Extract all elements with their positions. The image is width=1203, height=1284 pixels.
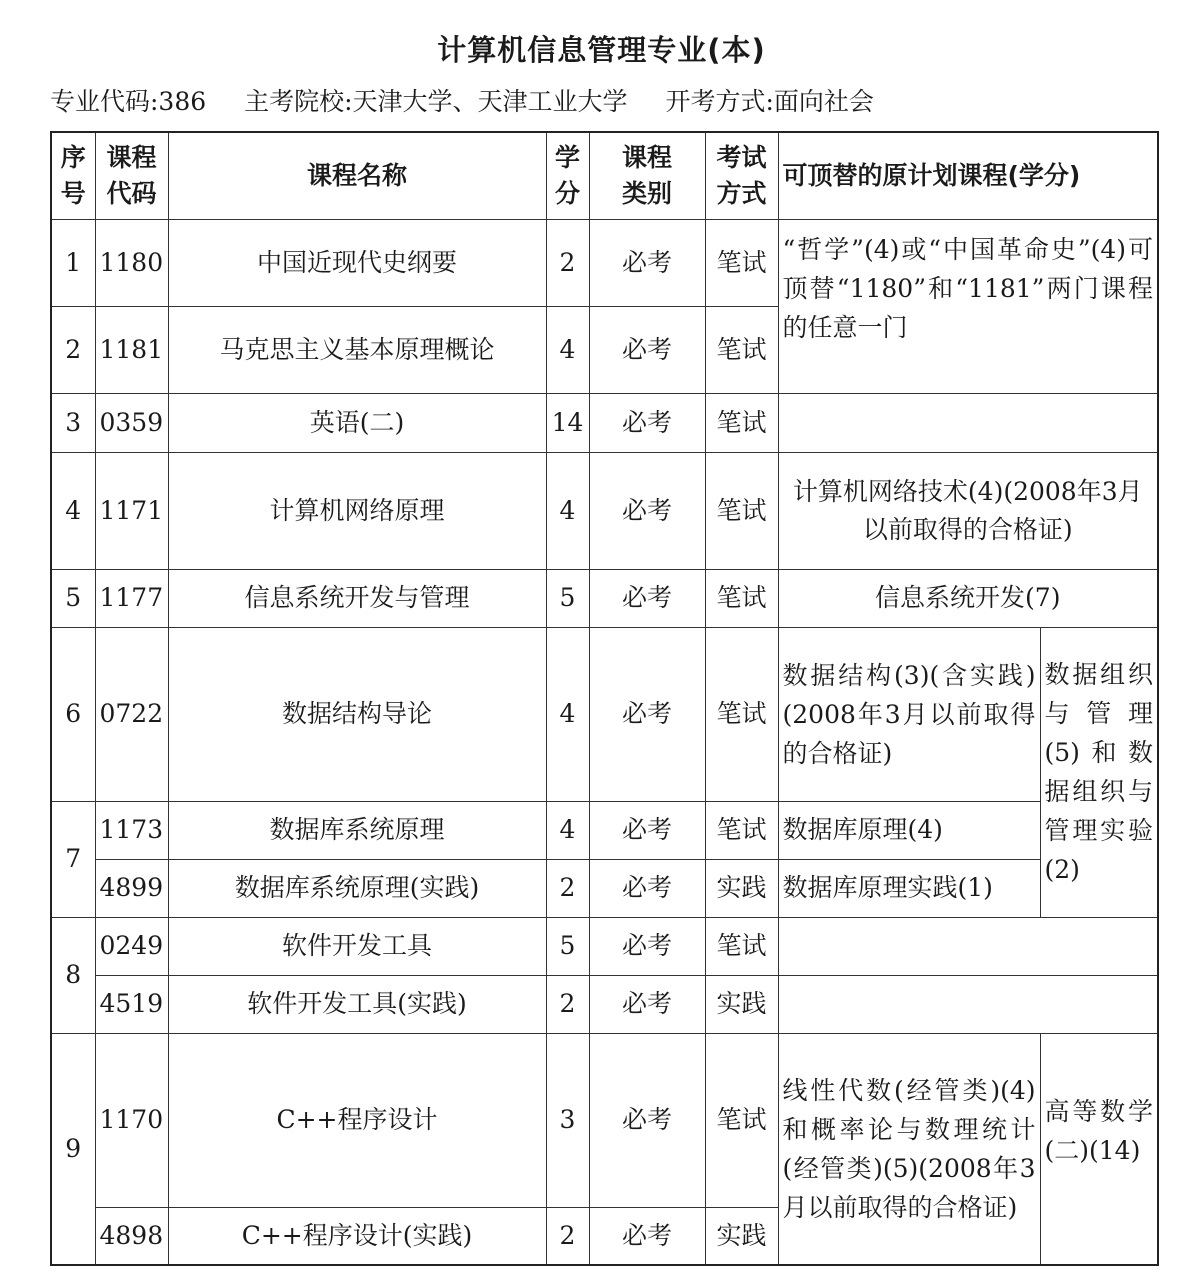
header-type: 课程 类别 xyxy=(589,132,705,219)
cell-seq: 5 xyxy=(51,569,95,627)
table-row xyxy=(51,975,1158,1033)
cell-exam: 笔试 xyxy=(705,917,778,975)
table-row xyxy=(51,801,1158,859)
cell-credit: 5 xyxy=(546,917,589,975)
table-row xyxy=(51,1033,1158,1207)
cell-type: 必考 xyxy=(589,219,705,306)
header-code: 课程 代码 xyxy=(95,132,168,219)
cell-type: 必考 xyxy=(589,801,705,859)
cell-name: 英语(二) xyxy=(168,393,546,452)
cell-replace: 数据库原理实践(1) xyxy=(778,859,1040,917)
cell-code: 1181 xyxy=(95,306,168,393)
cell-exam: 实践 xyxy=(705,1207,778,1265)
cell-code: 0359 xyxy=(95,393,168,452)
cell-credit: 2 xyxy=(546,859,589,917)
cell-replace: 计算机网络技术(4)(2008年3月以前取得的合格证) xyxy=(778,452,1158,569)
cell-replace-empty xyxy=(778,393,1158,452)
cell-replace: 线性代数(经管类)(4)和概率论与数理统计(经管类)(5)(2008年3月以前取得的合格证) xyxy=(778,1033,1040,1265)
header-credit: 学 分 xyxy=(546,132,589,219)
cell-seq: 8 xyxy=(51,917,95,1033)
header-name: 课程名称 xyxy=(168,132,546,219)
cell-seq: 9 xyxy=(51,1033,95,1265)
table-row xyxy=(51,393,1158,452)
cell-name: 中国近现代史纲要 xyxy=(168,219,546,306)
cell-exam: 笔试 xyxy=(705,452,778,569)
table-row xyxy=(51,569,1158,627)
cell-exam: 笔试 xyxy=(705,1033,778,1207)
cell-exam: 笔试 xyxy=(705,219,778,306)
cell-name: 计算机网络原理 xyxy=(168,452,546,569)
cell-credit: 4 xyxy=(546,452,589,569)
cell-seq: 2 xyxy=(51,306,95,393)
cell-replace-empty xyxy=(778,917,1158,975)
cell-code: 1170 xyxy=(95,1033,168,1207)
cell-exam: 笔试 xyxy=(705,801,778,859)
cell-code: 0722 xyxy=(95,627,168,801)
cell-name: 信息系统开发与管理 xyxy=(168,569,546,627)
cell-name: C++程序设计(实践) xyxy=(168,1207,546,1265)
cell-exam: 笔试 xyxy=(705,393,778,452)
header-seq: 序 号 xyxy=(51,132,95,219)
cell-exam: 笔试 xyxy=(705,306,778,393)
cell-name: 马克思主义基本原理概论 xyxy=(168,306,546,393)
table-row xyxy=(51,452,1158,569)
major-code: 专业代码:386 xyxy=(50,87,207,116)
header-exam: 考试 方式 xyxy=(705,132,778,219)
cell-credit: 2 xyxy=(546,1207,589,1265)
cell-name: 数据库系统原理 xyxy=(168,801,546,859)
cell-code: 4898 xyxy=(95,1207,168,1265)
cell-code: 1177 xyxy=(95,569,168,627)
cell-name: 数据库系统原理(实践) xyxy=(168,859,546,917)
major-info xyxy=(50,82,904,118)
exam-mode: 开考方式:面向社会 xyxy=(665,87,874,116)
cell-type: 必考 xyxy=(589,859,705,917)
cell-replace: 信息系统开发(7) xyxy=(778,569,1158,627)
cell-code: 4519 xyxy=(95,975,168,1033)
cell-seq: 3 xyxy=(51,393,95,452)
cell-credit: 2 xyxy=(546,975,589,1033)
header-replace: 可顶替的原计划课程(学分) xyxy=(778,132,1158,219)
cell-name: 软件开发工具(实践) xyxy=(168,975,546,1033)
course-table xyxy=(50,131,1159,1266)
cell-replace-empty xyxy=(778,975,1158,1033)
cell-name: C++程序设计 xyxy=(168,1033,546,1207)
cell-type: 必考 xyxy=(589,627,705,801)
table-row xyxy=(51,859,1158,917)
cell-type: 必考 xyxy=(589,393,705,452)
cell-credit: 4 xyxy=(546,627,589,801)
cell-type: 必考 xyxy=(589,452,705,569)
cell-seq: 4 xyxy=(51,452,95,569)
cell-name: 软件开发工具 xyxy=(168,917,546,975)
cell-code: 4899 xyxy=(95,859,168,917)
cell-credit: 2 xyxy=(546,219,589,306)
cell-type: 必考 xyxy=(589,569,705,627)
cell-seq: 6 xyxy=(51,627,95,801)
cell-credit: 14 xyxy=(546,393,589,452)
cell-type: 必考 xyxy=(589,917,705,975)
cell-exam: 笔试 xyxy=(705,569,778,627)
cell-code: 1180 xyxy=(95,219,168,306)
cell-exam: 笔试 xyxy=(705,627,778,801)
table-row xyxy=(51,917,1158,975)
cell-code: 1171 xyxy=(95,452,168,569)
page-title: 计算机信息管理专业(本) xyxy=(437,33,766,67)
cell-credit: 5 xyxy=(546,569,589,627)
table-header-row xyxy=(51,132,1158,219)
cell-replace: 数据结构(3)(含实践)(2008年3月以前取得的合格证) xyxy=(778,627,1040,801)
cell-type: 必考 xyxy=(589,1207,705,1265)
cell-credit: 4 xyxy=(546,801,589,859)
cell-seq: 7 xyxy=(51,801,95,917)
cell-code: 0249 xyxy=(95,917,168,975)
cell-code: 1173 xyxy=(95,801,168,859)
cell-name: 数据结构导论 xyxy=(168,627,546,801)
cell-replace: “哲学”(4)或“中国革命史”(4)可顶替“1180”和“1181”两门课程的任意一门 xyxy=(778,219,1158,393)
table-row xyxy=(51,219,1158,306)
cell-type: 必考 xyxy=(589,975,705,1033)
cell-replace: 数据库原理(4) xyxy=(778,801,1040,859)
cell-replace-side: 数据组织与管理(5)和数据组织与管理实验(2) xyxy=(1040,627,1158,917)
cell-exam: 实践 xyxy=(705,975,778,1033)
cell-replace-side: 高等数学(二)(14) xyxy=(1040,1033,1158,1265)
cell-type: 必考 xyxy=(589,306,705,393)
exam-schools: 主考院校:天津大学、天津工业大学 xyxy=(244,87,628,116)
cell-exam: 实践 xyxy=(705,859,778,917)
cell-type: 必考 xyxy=(589,1033,705,1207)
cell-credit: 4 xyxy=(546,306,589,393)
cell-seq: 1 xyxy=(51,219,95,306)
table-row xyxy=(51,627,1158,801)
cell-credit: 3 xyxy=(546,1033,589,1207)
